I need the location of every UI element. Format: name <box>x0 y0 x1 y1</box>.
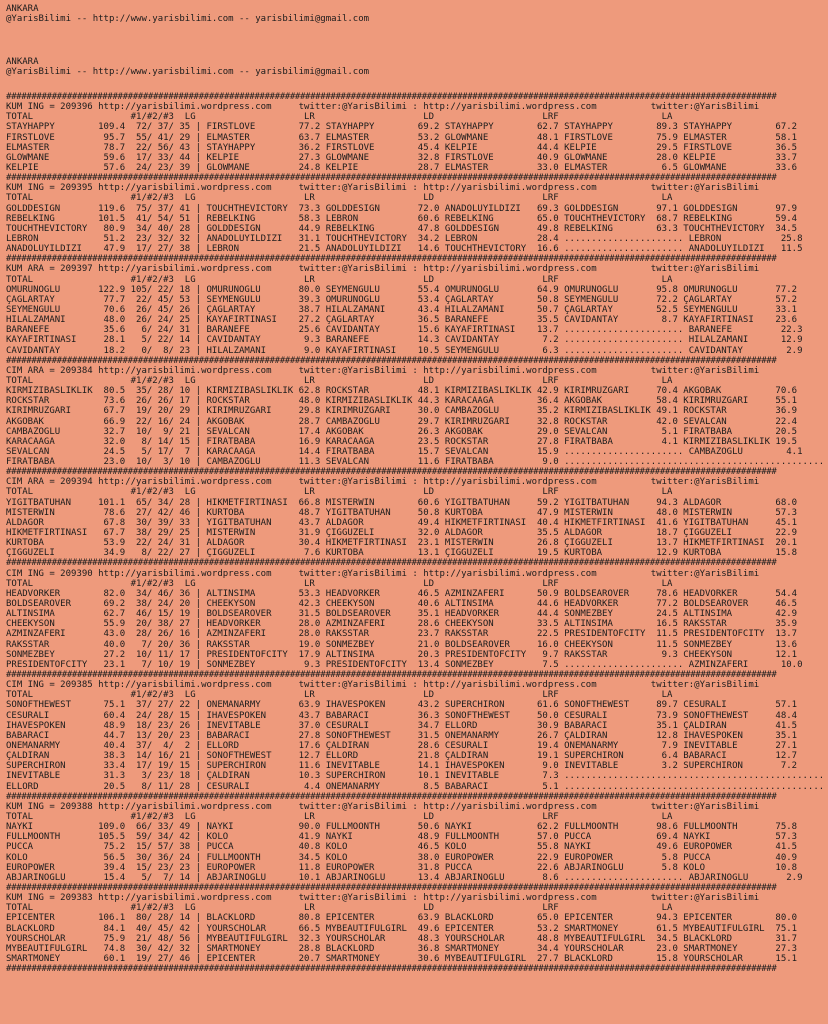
race-block <box>6 254 828 355</box>
table-row: KARACAAGA 32.0 8/ 14/ 15 | FIRATBABA 16.9 KARACAAGA 23.5 ROCKSTAR 27.8 FIRATBABA 4.1 KIRMIZIBASLIKLIK 19.5 <box>6 436 798 447</box>
table-row: AZMINZAFERI 43.0 28/ 26/ 16 | AZMINZAFERI 28.0 RAKSSTAR 23.7 RAKSSTAR 22.5 PRESIDENTOFCITY 11.5 PRESIDENTOFCITY 13.7 <box>6 629 798 640</box>
table-row: AKGOBAK 66.9 22/ 16/ 24 | AKGOBAK 28.7 CAMBAZOGLU 29.7 KIRIMRÜZGARI 32.8 ROCKSTAR 42.0 SEVALCAN 22.4 <box>6 416 798 427</box>
separator-line: ######################################################################################################################################################## <box>6 791 777 802</box>
table-row: CAMBAZOGLU 32.7 10/ 9/ 21 | SEVALCAN 17.4 AKGOBAK 26.3 AKGOBAK 29.0 SEVALCAN 5.1 FIRATBABA 20.5 <box>6 426 798 437</box>
separator-line: ######################################################################################################################################################## <box>6 670 777 681</box>
table-row: SEYMENGÜLÜ 70.6 26/ 45/ 26 | ÇAGLARTAY 38.7 HILALZAMANI 43.4 HILALZAMANI 50.7 ÇAGLARTAY 52.5 SEYMENGÜLÜ 33.1 <box>6 304 798 315</box>
race-block <box>6 792 828 883</box>
race-title: KUM ING = 209395 http://yarisbilimi.wordpress.com twitter:@YarisBilimi : http://yarisbilimi.wordpress.com twitter:@YarisBilimi <box>6 183 760 194</box>
separator-line: ######################################################################################################################################################## <box>6 92 777 102</box>
table-row: HIKMETFIRTINASI 67.7 38/ 29/ 25 | MISTERWIN 31.9 ÇIGGÜZELI 32.0 ALDAGÖR 35.5 ALDAGÖR 18.7 ÇIGGÜZELI 22.9 <box>6 528 798 539</box>
table-row: LEBRON 51.2 23/ 32/ 32 | ANADOLUYILDIZI 31.1 TOUCHTHEVICTORY 34.2 LEBRON 28.4 ...................... LEBRON 25.8 <box>6 233 803 244</box>
race-title: CIM ING = 209385 http://yarisbilimi.wordpress.com twitter:@YarisBilimi : http://yarisbilimi.wordpress.com twitter:@YarisBilimi <box>6 680 760 691</box>
table-row: ÇIGGÜZELI 34.9 8/ 22/ 27 | ÇIGGÜZELI 7.6 KURTOBA 13.1 ÇIGGÜZELI 19.5 KURTOBA 12.9 KURTOBA 15.8 <box>6 548 798 559</box>
table-row: FULLMOONTH 105.5 59/ 34/ 42 | KOLO 41.9 NAYKI 48.9 FULLMOONTH 57.0 PUCCA 69.4 NAYKI 57.3 <box>6 832 798 843</box>
table-row: HILALZAMANI 48.0 26/ 24/ 25 | KAYAFIRTINASI 27.2 ÇAGLARTAY 36.5 BARANEFE 35.5 CAVIDANTAY 8.7 KAYAFIRTINASI 23.6 <box>6 315 798 326</box>
table-row: GLOWMANE 59.6 17/ 33/ 44 | KELPIE 27.3 GLOWMANE 32.8 FIRSTLOVE 40.9 GLOWMANE 28.0 KELPIE 33.7 <box>6 152 798 163</box>
table-row: KELPIE 57.6 24/ 23/ 39 | GLOWMANE 24.8 KELPIE 28.7 ELMASTER 33.0 ELMASTER 6.5 GLOWMANE 33.6 <box>6 162 798 173</box>
race-block <box>6 558 828 670</box>
table-row: BABARACI 44.7 13/ 20/ 23 | BABARACI 27.8 SONOFTHEWEST 31.5 ONEMANARMY 26.7 ÇALDIRAN 12.8 IHAVESPOKEN 35.1 <box>6 730 798 741</box>
table-row: ÇALDIRAN 38.3 14/ 16/ 21 | SONOFTHEWEST 12.7 ELLORD 21.8 ÇALDIRAN 19.1 SUPERCHIRON 6.4 BABARACI 12.7 <box>6 751 798 762</box>
column-headers: TOTAL #1/#2/#3 LG LR LD LRF LA <box>6 112 673 123</box>
table-row: SUPERCHIRON 33.4 17/ 19/ 15 | SUPERCHIRON 11.6 INEVITABLE 14.1 IHAVESPOKEN 9.0 INEVITABLE 3.2 SUPERCHIRON 7.2 <box>6 761 798 772</box>
race-title: KUM ARA = 209397 http://yarisbilimi.wordpress.com twitter:@YarisBilimi : http://yarisbilimi.wordpress.com twitter:@YarisBilimi <box>6 264 760 275</box>
column-headers: TOTAL #1/#2/#3 LG LR LD LRF LA <box>6 903 673 914</box>
table-row: BOLDSEAROVER 69.2 38/ 24/ 20 | CHEEKYSON 42.3 CHEEKYSON 40.6 ALTINSIMA 44.6 HEADVORKER 77.2 BOLDSEAROVER 46.5 <box>6 599 798 610</box>
table-row: SÖNMEZBEY 27.2 10/ 11/ 17 | PRESIDENTOFCITY 17.9 ALTINSIMA 20.3 PRESIDENTOFCITY 9.7 RAKSSTAR 9.3 CHEEKYSON 12.1 <box>6 649 798 660</box>
table-row: ELLORD 20.5 8/ 11/ 28 | CESURALI 4.4 ONEMANARMY 8.5 BABARACI 5.1 ................................................ <box>6 781 825 792</box>
table-row: KURTOBA 53.9 22/ 24/ 31 | ALDAGÖR 30.4 HIKMETFIRTINASI 23.1 MISTERWIN 26.8 ÇIGGÜZELI 13.7 HIKMETFIRTINASI 20.1 <box>6 538 798 549</box>
table-row: KOLO 56.5 30/ 36/ 24 | FULLMOONTH 34.5 KOLO 38.0 EUROPOWER 22.9 EUROPOWER 5.8 PUCCA 40.9 <box>6 852 798 863</box>
separator-line: ######################################################################################################################################################## <box>6 173 777 184</box>
table-row: MISTERWIN 78.6 27/ 42/ 46 | KURTOBA 48.7 YIGITBATUHAN 50.8 KURTOBA 47.9 MISTERWIN 48.0 MISTERWIN 57.3 <box>6 507 798 518</box>
table-row: KIRMIZIBASLIKLIK 80.5 35/ 28/ 10 | KIRMIZIBASLIKLIK 62.8 ROCKSTAR 48.1 KIRMIZIBASLIKLIK 42.9 KIRIMRÜZGARI 70.4 AKGOBAK 70.6 <box>6 386 798 397</box>
header-city: ANKARA <box>6 4 39 14</box>
table-row: ONEMANARMY 40.4 37/ 4/ 2 | ELLORD 17.6 ÇALDIRAN 28.6 CESURALI 19.4 ONEMANARMY 7.9 INEVITABLE 27.1 <box>6 741 798 751</box>
table-row: STAYHAPPY 109.4 72/ 37/ 35 | FIRSTLOVE 77.2 STAYHAPPY 69.2 STAYHAPPY 62.7 STAYHAPPY 89.3 STAYHAPPY 67.2 <box>6 122 798 133</box>
table-row: SONOFTHEWEST 75.1 37/ 27/ 22 | ONEMANARMY 63.9 IHAVESPOKEN 43.2 SUPERCHIRON 61.6 SONOFTHEWEST 89.7 CESURALI 57.1 <box>6 700 798 711</box>
race-title: CIM ARA = 209394 http://yarisbilimi.wordpress.com twitter:@YarisBilimi : http://yarisbilimi.wordpress.com twitter:@YarisBilimi <box>6 477 760 488</box>
table-row: ÇAGLARTAY 77.7 22/ 45/ 53 | SEYMENGÜLÜ 39.3 ÖMÜRÜNOGLU 53.4 ÇAGLARTAY 50.8 SEYMENGÜLÜ 72.2 ÇAGLARTAY 57.2 <box>6 294 798 305</box>
table-row: FIRSTLOVE 95.7 55/ 41/ 29 | ELMASTER 63.7 ELMASTER 53.2 GLOWMANE 48.1 FIRSTLOVE 75.9 ELMASTER 58.1 <box>6 132 798 143</box>
table-row: FIRATBABA 23.0 10/ 3/ 10 | CAMBAZOGLU 11.3 SEVALCAN 11.6 FIRATBABA 9.0 ................................................ <box>6 457 825 468</box>
separator-line: ######################################################################################################################################################## <box>6 882 777 893</box>
separator-line: ######################################################################################################################################################## <box>6 254 777 265</box>
table-row: ANADOLUYILDIZI 47.9 17/ 27/ 38 | LEBRON 21.5 ANADOLUYILDIZI 14.6 TOUCHTHEVICTORY 16.6 ...................... ANADOLUYILDIZI 11.5 <box>6 244 803 255</box>
column-headers: TOTAL #1/#2/#3 LG LR LD LRF LA <box>6 487 673 498</box>
race-block <box>6 173 828 254</box>
column-headers: TOTAL #1/#2/#3 LG LR LD LRF LA <box>6 578 673 589</box>
race-blocks <box>6 92 828 974</box>
table-row: CESURALI 60.4 24/ 28/ 15 | IHAVESPOKEN 43.7 BABARACI 36.3 SONOFTHEWEST 50.0 CESURALI 73.9 SONOFTHEWEST 48.4 <box>6 710 798 721</box>
table-row: BLACKLORD 84.1 40/ 45/ 42 | YOURSCHOLAR 66.5 MYBEAUTIFULGIRL 49.6 EPICENTER 53.2 SMARTMONEY 61.5 MYBEAUTIFULGIRL 75.1 <box>6 923 798 934</box>
header-contact: @YarisBilimi -- http://www.yarisbilimi.com -- yarisbilimi@gmail.com <box>6 67 370 78</box>
table-row: CAVIDANTAY 18.2 0/ 8/ 23 | HILALZAMANI 9.0 KAYAFIRTINASI 10.5 SEYMENGÜLÜ 6.3 ...................... CAVIDANTAY 2.9 <box>6 345 803 356</box>
race-title: KUM ING = 209383 http://yarisbilimi.wordpress.com twitter:@YarisBilimi : http://yarisbilimi.wordpress.com twitter:@YarisBilimi <box>6 893 760 904</box>
column-headers: TOTAL #1/#2/#3 LG LR LD LRF LA <box>6 690 673 701</box>
table-row: ROCKSTAR 73.6 26/ 26/ 17 | ROCKSTAR 48.0 KIRMIZIBASLIKLIK 44.3 KARACAAGA 36.4 AKGOBAK 58.4 KIRIMRÜZGARI 55.1 <box>6 396 798 407</box>
race-title: KUM ING = 209396 http://yarisbilimi.wordpress.com twitter:@YarisBilimi : http://yarisbilimi.wordpress.com twitter:@YarisBilimi <box>6 102 760 113</box>
table-row: SEVALCAN 24.5 5/ 17/ 7 | KARACAAGA 14.4 FIRATBABA 15.7 SEVALCAN 15.9 ...................... CAMBAZOGLU 4.1 <box>6 446 803 457</box>
table-row: INEVITABLE 31.3 3/ 23/ 18 | ÇALDIRAN 10.3 SUPERCHIRON 10.1 INEVITABLE 7.3 ................................................ <box>6 771 825 782</box>
table-row: GOLDDESIGN 119.6 75/ 37/ 41 | TOUCHTHEVICTORY 73.3 GOLDDESIGN 72.0 ANADOLUYILDIZI 69.3 GOLDDESIGN 97.1 GOLDDESIGN 97.9 <box>6 203 798 214</box>
race-block <box>6 883 828 964</box>
race-block <box>6 92 828 173</box>
table-row: RAKSSTAR 40.0 7/ 20/ 36 | RAKSSTAR 19.0 SÖNMEZBEY 21.0 BOLDSEAROVER 16.0 CHEEKYSON 11.5 SÖNMEZBEY 13.6 <box>6 639 798 650</box>
table-row: KIRIMRÜZGARI 67.7 19/ 20/ 29 | KIRIMRÜZGARI 29.8 KIRIMRÜZGARI 30.0 CAMBAZOGLU 35.2 KIRMIZIBASLIKLIK 49.1 ROCKSTAR 36.9 <box>6 406 798 417</box>
separator-line: ######################################################################################################################################################## <box>6 964 777 975</box>
table-row: PRESIDENTOFCITY 23.1 7/ 10/ 19 | SÖNMEZBEY 9.3 PRESIDENTOFCITY 13.4 SÖNMEZBEY 7.5 ...................... AZMINZAFERI 10.0 <box>6 659 803 670</box>
race-block <box>6 356 828 468</box>
race-title: KUM ING = 209388 http://yarisbilimi.wordpress.com twitter:@YarisBilimi : http://yarisbilimi.wordpress.com twitter:@YarisBilimi <box>6 801 760 812</box>
table-row: BARANEFE 35.6 6/ 24/ 31 | BARANEFE 25.6 CAVIDANTAY 15.6 KAYAFIRTINASI 13.7 ...................... BARANEFE 22.3 <box>6 325 803 336</box>
table-row: SMARTMONEY 60.1 19/ 27/ 46 | EPICENTER 20.7 SMARTMONEY 30.6 MYBEAUTIFULGIRL 27.7 BLACKLORD 15.8 YOURSCHOLAR 15.1 <box>6 953 798 964</box>
table-row: NAYKI 109.0 66/ 33/ 49 | NAYKI 90.0 FULLMOONTH 50.6 NAYKI 62.2 FULLMOONTH 98.6 FULLMOONTH 75.8 <box>6 822 798 833</box>
table-row: ELMASTER 78.7 22/ 56/ 43 | STAYHAPPY 36.2 FIRSTLOVE 45.4 KELPIE 44.4 KELPIE 29.5 FIRSTLOVE 36.5 <box>6 142 798 153</box>
table-row: ABJARINOGLU 15.4 5/ 7/ 14 | ABJARINOGLU 10.1 ABJARINOGLU 13.4 ABJARINOGLU 8.6 ...................... ABJARINOGLU 2.9 <box>6 872 803 883</box>
race-title: CIM ARA = 209384 http://yarisbilimi.wordpress.com twitter:@YarisBilimi : http://yarisbilimi.wordpress.com twitter:@YarisBilimi <box>6 365 760 376</box>
table-row: TOUCHTHEVICTORY 80.9 34/ 40/ 28 | GOLDDESIGN 44.9 REBELKING 47.8 GOLDDESIGN 49.8 REBELKING 63.3 TOUCHTHEVICTORY 34.5 <box>6 223 798 234</box>
column-headers: TOTAL #1/#2/#3 LG LR LD LRF LA <box>6 375 673 386</box>
race-title: CIM ING = 209390 http://yarisbilimi.wordpress.com twitter:@YarisBilimi : http://yarisbilimi.wordpress.com twitter:@YarisBilimi <box>6 568 760 579</box>
table-row: MYBEAUTIFULGIRL 74.8 30/ 42/ 32 | SMARTMONEY 28.8 BLACKLORD 36.8 SMARTMONEY 34.4 YOURSCHOLAR 23.0 SMARTMONEY 27.3 <box>6 943 798 954</box>
page-header-1 <box>6 4 369 24</box>
table-row: ALTINSIMA 62.7 46/ 15/ 19 | BOLDSEAROVER 31.5 BOLDSEAROVER 35.1 HEADVORKER 44.4 SÖNMEZBEY 24.5 ALTINSIMA 42.9 <box>6 609 798 620</box>
table-row: HEADVORKER 82.0 34/ 46/ 36 | ALTINSIMA 53.3 HEADVORKER 46.5 AZMINZAFERI 50.9 BOLDSEAROVER 78.6 HEADVORKER 54.4 <box>6 588 798 599</box>
table-row: YIGITBATUHAN 101.1 65/ 34/ 28 | HIKMETFIRTINASI 66.8 MISTERWIN 60.6 YIGITBATUHAN 59.2 YIGITBATUHAN 94.3 ALDAGÖR 68.0 <box>6 497 798 508</box>
column-headers: TOTAL #1/#2/#3 LG LR LD LRF LA <box>6 811 673 822</box>
table-row: REBELKING 101.5 41/ 54/ 51 | REBELKING 58.3 LEBRON 60.6 REBELKING 65.0 TOUCHTHEVICTORY 68.7 REBELKING 59.4 <box>6 213 798 224</box>
table-row: ALDAGÖR 67.8 30/ 39/ 33 | YIGITBATUHAN 43.7 ALDAGÖR 49.4 HIKMETFIRTINASI 40.4 HIKMETFIRTINASI 41.6 YIGITBATUHAN 45.1 <box>6 517 798 528</box>
table-row: KAYAFIRTINASI 28.1 5/ 22/ 14 | CAVIDANTAY 9.3 BARANEFE 14.3 CAVIDANTAY 7.2 ...................... HILALZAMANI 12.9 <box>6 335 803 346</box>
race-block <box>6 467 828 558</box>
table-row: EUROPOWER 39.4 15/ 23/ 23 | EUROPOWER 11.8 EUROPOWER 31.8 PUCCA 22.6 ABJARINOGLU 5.8 KOLO 10.8 <box>6 862 798 873</box>
separator-line: ######################################################################################################################################################## <box>6 558 777 569</box>
table-row: IHAVESPOKEN 48.9 18/ 23/ 26 | INEVITABLE 37.0 CESURALI 34.7 ELLORD 30.9 BABARACI 35.1 ÇALDIRAN 41.5 <box>6 720 798 731</box>
separator-line: ######################################################################################################################################################## <box>6 355 777 366</box>
table-row: PUCCA 75.2 15/ 57/ 38 | PUCCA 40.8 KOLO 46.5 KOLO 55.8 NAYKI 49.6 EUROPOWER 41.5 <box>6 842 798 853</box>
table-row: CHEEKYSON 55.9 20/ 38/ 27 | HEADVORKER 28.0 AZMINZAFERI 28.6 CHEEKYSON 33.5 ALTINSIMA 16.5 RAKSSTAR 35.9 <box>6 619 798 630</box>
page-header-2 <box>6 57 369 77</box>
race-block <box>6 670 828 792</box>
header-contact: @YarisBilimi -- http://www.yarisbilimi.com -- yarisbilimi@gmail.com <box>6 14 370 25</box>
header-city: ANKARA <box>6 57 39 67</box>
column-headers: TOTAL #1/#2/#3 LG LR LD LRF LA <box>6 274 673 285</box>
table-row: ÖMÜRÜNOGLU 122.9 105/ 22/ 18 | ÖMÜRÜNOGLU 80.0 SEYMENGÜLÜ 55.4 ÖMÜRÜNOGLU 64.9 ÖMÜRÜNOGLU 95.8 ÖMÜRÜNOGLU 77.2 <box>6 284 798 295</box>
table-row: YOURSCHOLAR 75.9 21/ 48/ 56 | MYBEAUTIFULGIRL 32.3 YOURSCHOLAR 48.3 YOURSCHOLAR 48.8 MYBEAUTIFULGIRL 34.5 BLACKLORD 31.7 <box>6 933 798 944</box>
table-row: EPICENTER 106.1 80/ 28/ 14 | BLACKLORD 80.8 EPICENTER 63.9 BLACKLORD 65.0 EPICENTER 94.3 EPICENTER 80.0 <box>6 913 798 924</box>
column-headers: TOTAL #1/#2/#3 LG LR LD LRF LA <box>6 193 673 204</box>
separator-line: ######################################################################################################################################################## <box>6 467 777 478</box>
